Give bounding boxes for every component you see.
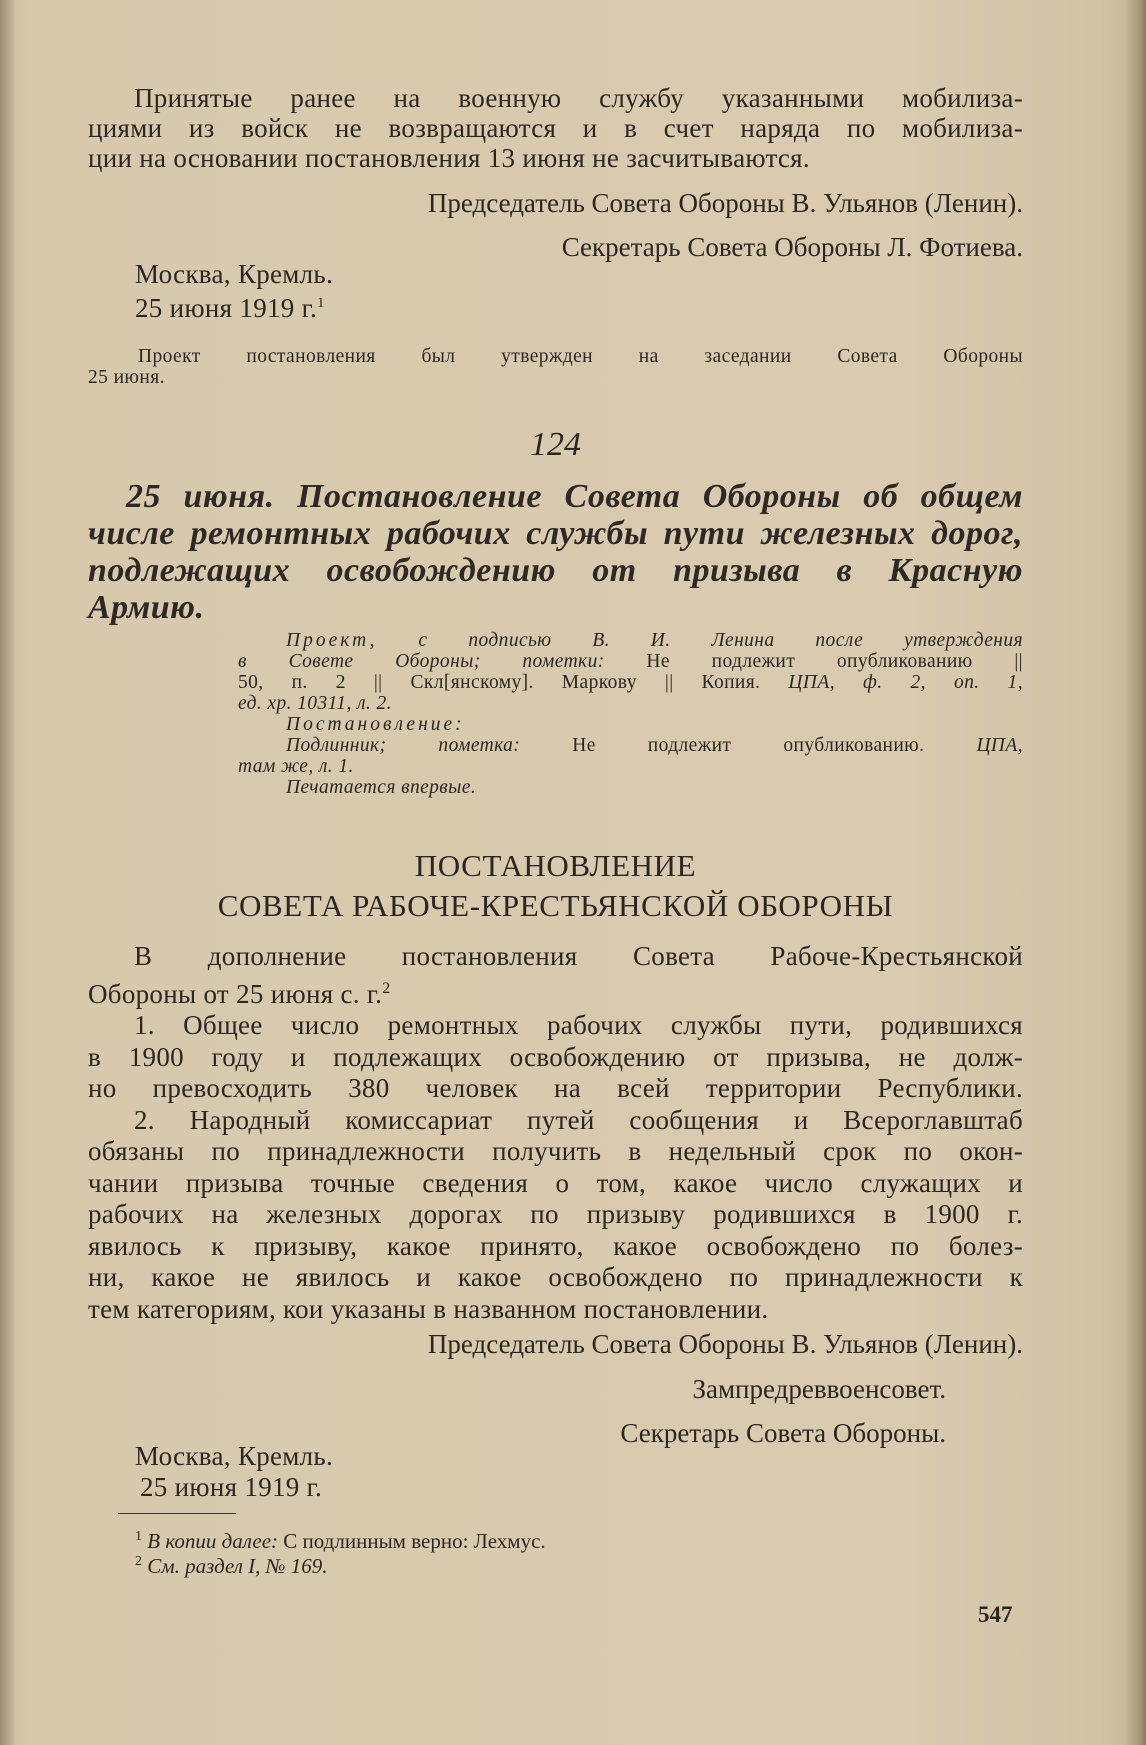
approval-note xyxy=(88,346,1023,388)
text-line: ни, какое не явилось и какое освобождено по принадлежности к xyxy=(88,1262,1023,1292)
text-line: циями из войск не возвращаются и в счет наряда по мобилиза- xyxy=(88,113,1023,143)
footnote-1 xyxy=(135,1525,1070,1553)
top-paragraph xyxy=(88,83,1023,173)
source-line: Печатается впервые. xyxy=(286,777,477,798)
text-line: 2. Народный комиссариат путей сообщения и Всероглавштаб xyxy=(134,1104,1023,1135)
source-line: Постановление: xyxy=(286,714,465,735)
source-line xyxy=(238,651,1023,672)
source-text: 50, п. 2 || Скл[янскому]. Маркову || Копия. xyxy=(238,672,789,693)
text-line: явилось к призыву, какое принято, какое освобождено по болез- xyxy=(88,1230,1023,1261)
place: Москва, Кремль. xyxy=(135,1441,334,1471)
footnote-number: 2 xyxy=(135,1554,142,1569)
source-line xyxy=(238,672,1023,693)
footnote-text: С подлинным верно: Лехмус. xyxy=(278,1529,546,1553)
archive-ref: ЦПА, xyxy=(976,735,1023,756)
document-heading xyxy=(88,478,1023,626)
decree-body xyxy=(88,941,1023,1325)
source-text: в Совете Обороны; пометки: xyxy=(238,651,605,672)
signature-chairman: Председатель Совета Обороны В. Ульянов (Ленин). xyxy=(427,188,1023,218)
archive-ref: ЦПА, ф. 2, оп. 1, xyxy=(788,672,1023,693)
text-line: ции на основании постановления 13 июня не засчитываются. xyxy=(88,143,810,173)
signature-chairman: Председатель Совета Обороны В. Ульянов (Ленин). xyxy=(427,1329,1023,1359)
text-line: Принятые ранее на военную службу указанными мобилиза- xyxy=(134,83,1023,113)
text-line xyxy=(88,973,1023,1011)
page-right-edge xyxy=(1124,0,1146,1745)
source-line: там же, л. 1. xyxy=(238,756,354,777)
source-text: Не подлежит опубликованию. xyxy=(520,735,977,756)
source-text: Не подлежит опубликованию || xyxy=(604,651,1023,672)
page-fold-shadow xyxy=(0,0,14,1745)
footnote-ref: 2 xyxy=(382,979,391,997)
signature-secretary: Секретарь Совета Обороны Л. Фотиева. xyxy=(561,232,1023,262)
source-line: ед. хр. 10311, л. 2. xyxy=(238,693,392,714)
footnote-2 xyxy=(135,1550,1070,1578)
footnote-text: В копии далее: xyxy=(147,1529,279,1553)
text-line: тем категориям, кои указаны в названном постановлении. xyxy=(88,1293,769,1324)
text-line: Проект постановления был утвержден на заседании Совета Обороны xyxy=(138,346,1023,367)
decree-subtitle: СОВЕТА РАБОЧЕ-КРЕСТЬЯНСКОЙ ОБОРОНЫ xyxy=(217,888,894,923)
heading-line: подлежащих освобождению от призыва в Красную xyxy=(88,552,1023,589)
signature-secretary: Секретарь Совета Обороны. xyxy=(620,1418,946,1448)
footnote-ref: 1 xyxy=(317,295,325,311)
source-annotation xyxy=(238,630,1023,798)
source-line xyxy=(238,630,1023,651)
source-text: Подлинник; пометка: xyxy=(286,735,521,756)
text-line: в 1900 году и подлежащих освобождению от призыва, не долж- xyxy=(88,1041,1023,1072)
text-line: 1. Общее число ремонтных рабочих службы пути, родившихся xyxy=(134,1010,1023,1040)
decree-title: ПОСТАНОВЛЕНИЕ xyxy=(414,848,697,883)
text-line: 25 июня. xyxy=(88,367,165,388)
date-text: 25 июня 1919 г. xyxy=(135,293,318,323)
text-line: рабочих на железных дорогах по призыву родившихся в 1900 г. xyxy=(88,1199,1023,1229)
text-line: чании призыва точные сведения о том, какое число служащих и xyxy=(88,1167,1023,1198)
date xyxy=(135,288,1070,323)
footnote-number: 1 xyxy=(135,1529,142,1544)
source-line xyxy=(238,735,1023,756)
source-term: Проект, xyxy=(286,630,378,651)
heading-line: числе ремонтных рабочих службы пути железных дорог, xyxy=(88,515,1023,552)
document-number: 124 xyxy=(530,426,581,463)
date: 25 июня 1919 г. xyxy=(140,1472,323,1502)
footnote-text: См. раздел I, № 169. xyxy=(147,1554,328,1578)
text-line: обязаны по принадлежности получить в недельный срок по окон- xyxy=(88,1136,1023,1166)
heading-line: 25 июня. Постановление Совета Обороны об общем xyxy=(126,478,1023,515)
heading-line: Армию. xyxy=(88,589,205,626)
page-number: 547 xyxy=(978,1602,1013,1627)
place: Москва, Кремль. xyxy=(135,259,334,289)
signature-deputy: Зампредреввоенсовет. xyxy=(692,1374,946,1404)
text-line: В дополнение постановления Совета Рабоче-Крестьянской xyxy=(134,941,1023,971)
footnote-rule xyxy=(118,1513,236,1514)
text-line: но превосходить 380 человек на всей территории Республики. xyxy=(88,1073,1023,1103)
text-span: Обороны от 25 июня с. г. xyxy=(88,978,383,1009)
source-text: с подписью В. И. Ленина после утверждения xyxy=(377,630,1023,651)
